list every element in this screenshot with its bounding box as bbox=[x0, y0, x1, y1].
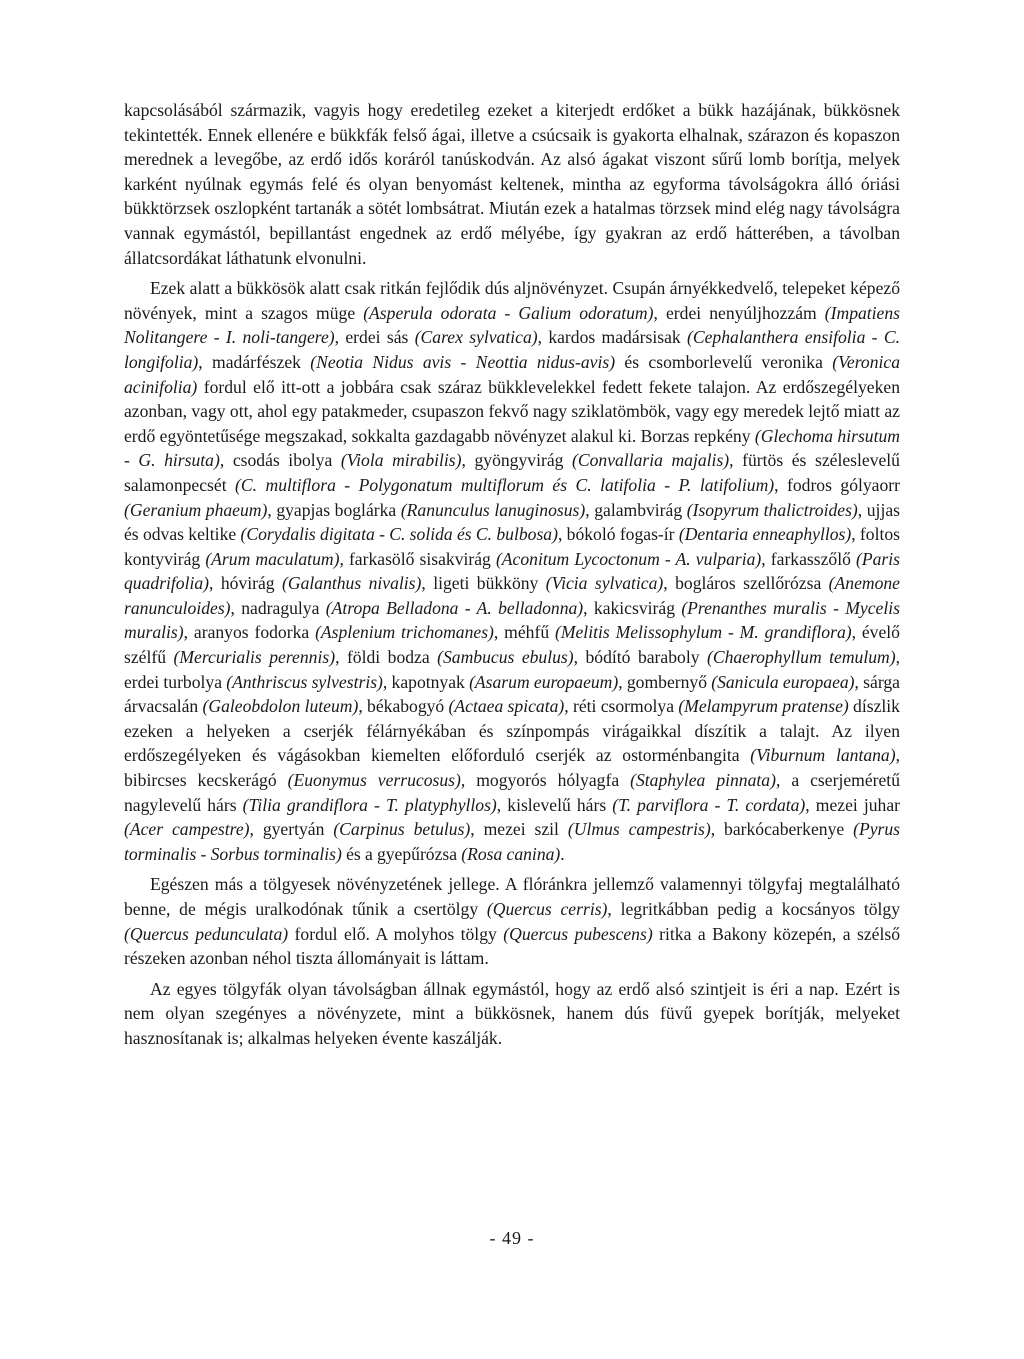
text-run: , fodros gólyaorr bbox=[774, 474, 900, 495]
species-name: (Asarum europaeum) bbox=[469, 671, 619, 692]
text-run: , kakicsvirág bbox=[583, 597, 682, 618]
species-name: (Chaerophyllum temulum) bbox=[706, 647, 896, 668]
species-name: (Tilia grandiflora - T. platyphyllos) bbox=[242, 794, 497, 815]
species-name: (Veronica acinifolia) bbox=[124, 351, 901, 397]
species-name: (Anemone ranunculoides) bbox=[124, 573, 900, 618]
species-name: (Corydalis digitata - C. solida és C. bulbosa) bbox=[240, 524, 558, 545]
text-run: , foltos kontyvirág bbox=[124, 524, 900, 569]
text-run: , galambvirág bbox=[585, 499, 687, 520]
text-run: , farkasszőlő bbox=[761, 548, 857, 569]
species-name: (Anthriscus sylvestris) bbox=[226, 671, 383, 692]
text-run: , bibircses kecskerágó bbox=[124, 745, 900, 791]
text-run: díszlik ezeken a helyeken a cserjék félárnyékában és színpompás virágaikkal díszítik a talajt. Az ilyen erdőszegélyeken és vágásokban kiemelten előforduló cserjék az ostorménbangita bbox=[124, 696, 900, 766]
species-name: (Quercus cerris) bbox=[486, 899, 608, 919]
text-run: , mezei szil bbox=[470, 819, 568, 840]
text-run: fordul elő. A molyhos tölgy bbox=[288, 923, 504, 944]
text-run: , mogyorós hólyagfa bbox=[460, 770, 631, 791]
text-run: , gyapjas boglárka bbox=[267, 499, 401, 520]
species-name: (Carpinus betulus) bbox=[333, 819, 471, 840]
species-name: (Convallaria majalis) bbox=[572, 450, 730, 471]
species-name: (Quercus pedunculata) bbox=[124, 923, 289, 944]
paragraph-3 bbox=[124, 872, 900, 970]
text-run: , kapotnyak bbox=[382, 671, 470, 692]
species-name: (Atropa Belladona - A. belladonna) bbox=[325, 597, 584, 618]
species-name: (Carex sylvatica) bbox=[414, 327, 538, 348]
text-run: , bogláros szellőrózsa bbox=[663, 573, 829, 594]
species-name: (Asplenium trichomanes) bbox=[315, 622, 494, 643]
text-run: fordul elő itt-ott a jobbára csak száraz bükklevelekkel fedett fekete talajon. Az erdőszegélyeken azonban, vagy ott, ahol egy patakmeder, csupaszon fekvő nagy sziklatömbök, vagy egy meredek lejtő miatt az erdő egyöntetűsége megszakad, sokkalta gazdagabb növényzet alakul ki. Borzas repkény bbox=[124, 376, 900, 446]
text-run: , madárfészek bbox=[198, 351, 311, 372]
species-name: (Ranunculus lanuginosus) bbox=[400, 499, 586, 520]
species-name: (Impatiens Nolitangere - I. noli-tangere) bbox=[124, 302, 901, 348]
paragraph-4 bbox=[124, 977, 900, 1051]
species-name: (Pyrus torminalis - Sorbus torminalis) bbox=[124, 819, 900, 864]
species-name: (Arum maculatum) bbox=[205, 548, 340, 569]
text-run: , hóvirág bbox=[209, 573, 283, 594]
text-run: kapcsolásából származik, vagyis hogy eredetileg ezeket a kiterjedt erdőket a bükk hazájának, bükkösnek tekintették. Ennek ellenére e bükkfák felső ágai, illetve a csúcsaik is gyakorta elhalnak, szárazon és kopaszon merednek a levegőbe, az erdő idős koráról tanúskodván. Az alsó ágakat viszont sűrű lomb borítja, melyek karként nyúlnak egymás felé és olyan benyomást keltenek, mintha az egyforma távolságokra álló óriási bükktörzsek oszlopként tartanák a sötét lombsátrat. Miután ezek a hatalmas törzsek mind elég nagy távolságra vannak egymástól, bepillantást engednek az erdő mélyébe, így gyakran az erdő hátterében, a távolban állatcsordákat láthatunk elvonulni. bbox=[124, 100, 900, 268]
species-name: (Acer campestre) bbox=[124, 819, 250, 840]
species-name: (Dentaria enneaphyllos) bbox=[678, 524, 852, 545]
text-run: , fürtös és széleslevelű salamonpecsét bbox=[124, 450, 900, 495]
text-run: , gyöngyvirág bbox=[461, 450, 572, 471]
text-run: , ujjas és odvas keltike bbox=[124, 499, 900, 545]
species-name: (Galanthus nivalis) bbox=[282, 573, 422, 594]
text-run: , aranyos fodorka bbox=[183, 622, 316, 643]
species-name: (Isopyrum thalictroides) bbox=[686, 499, 858, 520]
species-name: (Vicia sylvatica) bbox=[545, 573, 664, 594]
page-number: - 49 - bbox=[489, 1228, 535, 1248]
page-body bbox=[124, 98, 900, 1051]
text-run: , réti csormolya bbox=[564, 696, 679, 717]
text-run: , erdei sás bbox=[334, 327, 415, 348]
text-run: , méhfű bbox=[493, 622, 555, 643]
text-run: , gombernyő bbox=[618, 671, 712, 692]
species-name: (Staphylea pinnata) bbox=[630, 770, 776, 791]
species-name: (Galeobdolon luteum) bbox=[202, 696, 359, 717]
text-run: és a gyepűrózsa bbox=[341, 843, 462, 864]
species-name: (Melampyrum pratense) bbox=[678, 696, 849, 717]
text-run: , farkasölő sisakvirág bbox=[339, 548, 496, 569]
species-name: (Sanicula europaea) bbox=[711, 671, 855, 692]
text-run: , mezei juhar bbox=[805, 794, 900, 815]
text-run: , ligeti bükköny bbox=[421, 573, 546, 594]
species-name: (Geranium phaeum) bbox=[124, 499, 268, 520]
paragraph-1 bbox=[124, 98, 900, 270]
species-name: (Viburnum lantana) bbox=[750, 745, 896, 766]
text-run: , kardos madársisak bbox=[537, 327, 688, 348]
paragraph-2 bbox=[124, 276, 900, 866]
text-run: , gyertyán bbox=[249, 819, 334, 840]
text-run: , évelő szélfű bbox=[124, 622, 900, 668]
text-run: , erdei nenyúljhozzám bbox=[653, 302, 825, 323]
text-run: Egészen más a tölgyesek növényzetének jellege. A flóránkra jellemző valamennyi tölgyfaj megtalálható benne, de mégis uralkodónak tűnik a csertölgy bbox=[124, 874, 900, 919]
text-run: , békabogyó bbox=[358, 696, 449, 717]
text-run: és csomborlevelű veronika bbox=[615, 351, 833, 372]
text-run: , sárga árvacsalán bbox=[124, 671, 900, 717]
species-name: (Neotia Nidus avis - Neottia nidus-avis) bbox=[310, 351, 616, 372]
species-name: (Prenanthes muralis - Mycelis muralis) bbox=[124, 597, 900, 643]
text-run: , erdei turbolya bbox=[124, 647, 900, 692]
text-run: Ezek alatt a bükkösök alatt csak ritkán fejlődik dús aljnövényzet. Csupán árnyékkedvelő, telepeket képező növények, mint a szagos müge bbox=[124, 278, 900, 323]
species-name: (Paris quadrifolia) bbox=[124, 548, 900, 594]
species-name: (Viola mirabilis) bbox=[340, 450, 462, 471]
species-name: (C. multiflora - Polygonatum multiflorum és C. latifolia - P. latifolium) bbox=[235, 474, 775, 495]
species-name: (Euonymus verrucosus) bbox=[287, 770, 461, 791]
text-run: Az egyes tölgyfák olyan távolságban állnak egymástól, hogy az erdő alsó szintjeit is éri a nap. Ezért is nem olyan szegényes a növényzete, mint a bükkösnek, hanem dús füvű gyepek borítják, melyeket hasznosítanak is; alkalmas helyeken évente kaszálják. bbox=[124, 978, 900, 1048]
species-name: (Melitis Melissophylum - M. grandiflora) bbox=[554, 622, 852, 643]
species-name: (Actaea spicata) bbox=[448, 696, 565, 717]
text-run: , csodás ibolya bbox=[219, 450, 341, 471]
text-run: , nadragulya bbox=[230, 597, 326, 618]
text-run: , bókoló fogas-ír bbox=[557, 524, 679, 545]
species-name: (Quercus pubescens) bbox=[503, 923, 653, 944]
text-run: , barkócaberkenye bbox=[710, 819, 854, 840]
text-run: , a cserjeméretű nagylevelű hárs bbox=[124, 770, 900, 815]
text-run: , legritkábban pedig a kocsányos tölgy bbox=[607, 899, 901, 919]
species-name: (Cephalanthera ensifolia - C. longifolia) bbox=[124, 327, 900, 372]
species-name: (Mercurialis perennis) bbox=[173, 647, 336, 668]
species-name: (Ulmus campestris) bbox=[567, 819, 711, 840]
species-name: (Asperula odorata - Galium odoratum) bbox=[363, 302, 654, 323]
text-run: , kislevelű hárs bbox=[496, 794, 613, 815]
species-name: (T. parviflora - T. cordata) bbox=[612, 794, 806, 815]
species-name: (Aconitum Lycoctonum - A. vulparia) bbox=[495, 548, 762, 569]
species-name: (Sambucus ebulus) bbox=[437, 647, 574, 668]
text-run: , földi bodza bbox=[335, 647, 438, 668]
text-run: , bódító baraboly bbox=[573, 647, 707, 668]
text-run: ritka a Bakony közepén, a szélső részeken azonban néhol tiszta állományait is láttam. bbox=[124, 923, 900, 969]
species-name: (Rosa canina) bbox=[461, 843, 561, 864]
species-name: (Glechoma hirsutum - G. hirsuta) bbox=[124, 425, 900, 471]
text-run: . bbox=[560, 843, 565, 864]
